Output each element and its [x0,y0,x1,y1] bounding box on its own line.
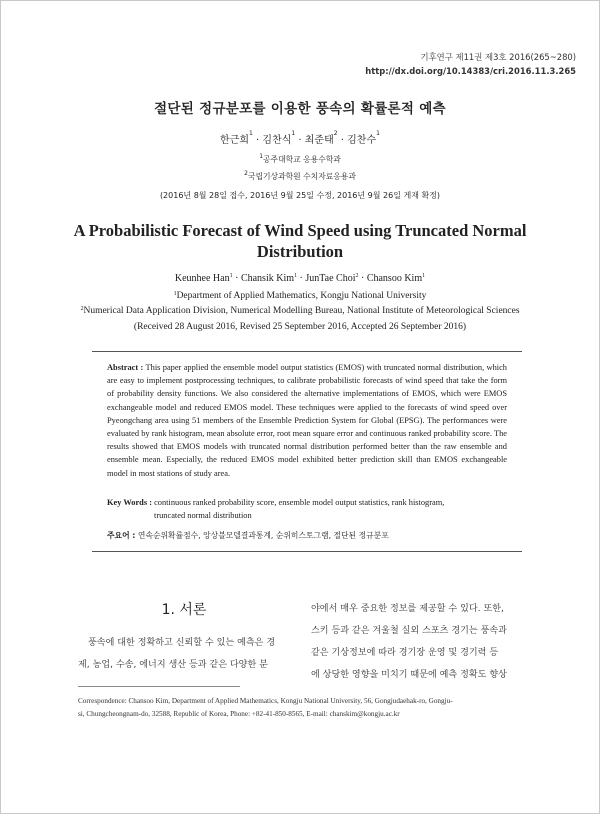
author-sup: 1 [294,273,297,279]
author-name: 김찬식 [262,135,292,146]
english-title-line-2: Distribution [256,242,344,261]
english-dates: (Received 28 August 2016, Revised 25 September 2016, Accepted 26 September 2016) [133,322,467,332]
aff-sup: 2 [80,306,84,312]
abstract-label: Abstract : [107,363,144,372]
korean-keywords [107,530,527,541]
korean-authors: 한근희$^1$ · 김찬식$^1$ · 최준태$^2$ · 김찬수$^1$ [220,130,380,146]
aff-sup: 1 [259,153,264,160]
author-sup: 1 [249,130,253,137]
body-line: 제, 농업, 수송, 에너지 생산 등과 같은 다양한 분 [78,660,268,670]
aff-sup: 1 [173,291,177,297]
author-sup: 1 [229,273,233,279]
author-sup: 1 [291,130,296,137]
keywords [107,496,507,522]
keywords-line-1: continuous ranked probability score, ensemble model output statistics, rank histogram, [154,498,445,507]
author-sup: 1 [422,273,426,279]
korean-dates: (2016년 8월 28일 접수, 2016년 9월 25일 수정, 2016년 9월 26일 게재 확정) [159,191,441,200]
keywords-label: Key Words : [107,498,152,507]
author-name: 한근희 [220,135,250,146]
abstract-top-rule [92,351,522,352]
abstract [107,361,507,480]
aff-text: Department of Applied Mathematics, Kongju National University [176,291,427,301]
english-affiliation-1 [40,291,560,301]
author-sup: 2 [355,273,359,279]
author-name: Keunhee Han [174,273,230,284]
english-title [40,220,560,262]
aff-text: 공주대학교 응용수학과 [263,155,341,164]
journal-header [365,50,576,78]
abstract-bottom-rule [92,551,522,552]
body-line: 스키 등과 같은 겨울철 실외 스포츠 경기는 풍속과 [311,626,507,636]
korean-keywords-label: 주요어 : [107,531,136,540]
korean-affiliation-1 [40,154,560,165]
author-sup: 1 [376,130,380,137]
author-name: JunTae Choi [305,273,356,284]
english-affiliation-2 [20,306,580,316]
body-line: 야에서 매우 중요한 정보를 제공할 수 있다. 또한, [311,604,504,614]
body-left-column [78,632,290,676]
correspondence-footnote [78,695,524,720]
korean-keywords-text: 연속순위확률점수, 앙상블모델결과통계, 순위히스토그램, 절단된 정규분포 [137,531,389,540]
footnote-rule [78,686,240,687]
doi-link[interactable]: http://dx.doi.org/10.14383/cri.2016.11.3.265 [365,66,576,76]
korean-affiliation-2 [40,171,560,182]
author-name: 김찬수 [347,135,377,146]
keywords-line-2: truncated normal distribution [154,511,252,521]
english-title-line-1: A Probabilistic Forecast of Wind Speed using Truncated Normal [73,221,527,240]
body-line: 같은 기상정보에 따라 경기장 운영 및 경기력 등 [311,648,499,658]
author-name: Chansik Kim [240,273,294,284]
journal-info: 기후연구 제11권 제3호 2016(265~280) [420,52,576,62]
body-line: 에 상당한 영향을 미치기 때문에 예측 정확도 향상 [311,670,507,680]
body-right-column [311,598,529,686]
korean-title: 절단된 정규분포를 이용한 풍속의 확률론적 예측 [154,101,446,117]
author-name: Chansoo Kim [366,273,423,284]
body-line: 풍속에 대한 정확하고 신뢰할 수 있는 예측은 경 [88,638,276,648]
aff-text: 국립기상과학원 수치자료응용과 [247,172,356,181]
footnote-line-1: Correspondence: Chansoo Kim, Department of Applied Mathematics, Kongju National University, 56, Gongjudaehak-ro, Gongju- [78,697,453,705]
section-heading: 1. 서론 [161,602,207,618]
aff-text: Numerical Data Application Division, Numerical Modelling Bureau, National Institute of Meteorological Sciences [83,306,520,316]
author-sup: 2 [333,130,338,137]
author-name: 최준태 [304,135,334,146]
english-authors: Keunhee Han$^1$ · Chansik Kim$^1$ · JunTae Choi$^2$ · Chansoo Kim$^1$ [174,273,426,284]
aff-sup: 2 [244,170,248,177]
abstract-text: This paper applied the ensemble model output statistics (EMOS) with truncated normal distribution, which are easy to implement postprocessing techniques, to calibrate probabilistic forecasts of wind speed that take the form of probability density functions. We also considered the alternative implementations of EMOS, which were EMOS exchangeable model and reduced EMOS model. These techniques were applied to the forecasts of wind speed over Pyeongchang area using 51 members of the Ensemble Prediction System for Global (EPSG). The performances were evaluated by rank histogram, mean absolute error, root mean square error and continuous ranked probability score. The results showed that EMOS models with truncated normal distribution performed better than the raw ensemble and ensemble mean. Especially, the reduced EMOS model exhibited better prediction skill than EMOS exchangeable model in most stations of study area. [107,363,507,478]
footnote-line-2: si, Chungcheongnam-do, 32588, Republic of Korea, Phone: +82-41-850-8565, E-mail: chanskim@kongju.ac.kr [78,709,400,718]
